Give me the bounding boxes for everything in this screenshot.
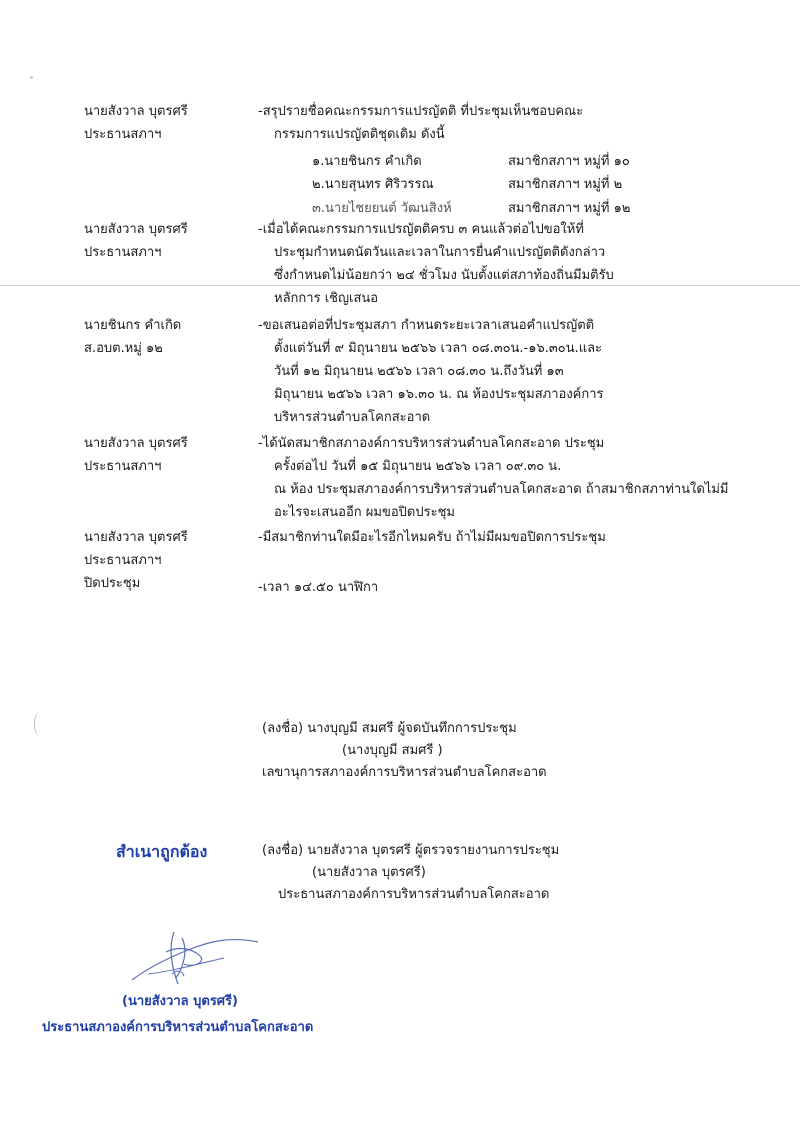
speaker-role: ประธานสภาฯ	[84, 459, 162, 474]
speech-line: กรรมการแปรญัตติชุดเดิม ดังนี้	[274, 127, 445, 142]
recorder-position: เลขานุการสภาองค์การบริหารส่วนตำบลโคกสะอาด	[262, 765, 547, 780]
speaker-3	[84, 314, 181, 360]
stamp-name: (นายสังวาล บุตรศรี)	[122, 994, 238, 1009]
member-name: ๒.นายสุนทร ศิริวรรณ	[312, 177, 434, 192]
closing-time-text: -เวลา ๑๔.๕๐ นาฬิกา	[258, 580, 379, 595]
speech-3	[258, 314, 604, 429]
recorder-signature-block	[262, 718, 547, 784]
certified-copy-label: สำเนาถูกต้อง	[116, 842, 208, 861]
reviewer-position: ประธานสภาองค์การบริหารส่วนตำบลโคกสะอาด	[278, 887, 550, 902]
speech-line: -ได้นัดสมาชิกสภาองค์การบริหารส่วนตำบลโคกสะอาด ประชุม	[258, 436, 605, 451]
speaker-name: นายสังวาล บุตรศรี	[84, 436, 188, 451]
closing-label: ปิดประชุม	[84, 576, 141, 591]
speaker-name: นายสังวาล บุตรศรี	[84, 104, 188, 119]
member-name: ๑.นายชินกร คำเกิด	[312, 154, 422, 169]
member-role: สมาชิกสภาฯ หมู่ที่ ๑๐	[508, 154, 630, 169]
speech-4	[258, 432, 728, 524]
speaker-name: นายสังวาล บุตรศรี	[84, 530, 188, 545]
member-role: สมาชิกสภาฯ หมู่ที่ ๒	[508, 177, 623, 192]
speech-line: วันที่ ๑๒ มิถุนายน ๒๕๖๖ เวลา ๐๘.๓๐ น.ถึงวันที่ ๑๓	[274, 364, 564, 379]
speaker-name: นายชินกร คำเกิด	[84, 318, 182, 333]
speaker-name: นายสังวาล บุตรศรี	[84, 222, 188, 237]
speech-line: อะไรจะเสนออีก ผมขอปิดประชุม	[274, 505, 455, 520]
member-role: สมาชิกสภาฯ หมู่ที่ ๑๒	[508, 201, 631, 216]
speech-line: ประชุมกำหนดนัดวันและเวลาในการยื่นคำแปรญัตติดังกล่าว	[274, 245, 606, 260]
speaker-1	[84, 100, 188, 146]
speech-line: ตั้งแต่วันที่ ๙ มิถุนายน ๒๕๖๖ เวลา ๐๘.๓๐น.-๑๖.๓๐น.และ	[274, 341, 603, 356]
recorder-name-line: (นางบุญมี สมศรี )	[342, 743, 443, 758]
speech-line: -ขอเสนอต่อที่ประชุมสภา กำหนดระยะเวลาเสนอคำแปรญัตติ	[258, 318, 595, 333]
speaker-role: ประธานสภาฯ	[84, 553, 162, 568]
speaker-5	[84, 526, 188, 595]
speaker-4	[84, 432, 188, 478]
speech-line: ครั้งต่อไป วันที่ ๑๕ มิถุนายน ๒๕๖๖ เวลา ๐๙.๓๐ น.	[274, 459, 562, 474]
speech-line: -มีสมาชิกท่านใดมีอะไรอีกไหมครับ ถ้าไม่มีผมขอปิดการประชุม	[258, 530, 606, 545]
speech-line: บริหารส่วนตำบลโคกสะอาด	[274, 410, 431, 425]
speech-5	[258, 526, 606, 549]
scan-mark	[34, 712, 45, 736]
handwritten-signature	[128, 928, 268, 988]
member-name: ๓.นายไชยยนต์ วัฒนสิงห์	[312, 201, 452, 216]
speech-1	[258, 100, 583, 146]
speech-line: ณ ห้อง ประชุมสภาองค์การบริหารส่วนตำบลโคกสะอาด ถ้าสมาชิกสภาท่านใดไม่มี	[274, 482, 729, 497]
speech-line: -เมื่อได้คณะกรรมการแปรญัตติครบ ๓ คนแล้วต่อไปขอให้ที่	[258, 222, 584, 237]
speaker-role: ส.อบต.หมู่ ๑๒	[84, 341, 163, 356]
recorder-sign-line: (ลงชื่อ) นางบุญมี สมศรี ผู้จดบันทึกการประชุม	[262, 721, 517, 736]
speech-line: มิถุนายน ๒๕๖๖ เวลา ๑๖.๓๐ น. ณ ห้องประชุมสภาองค์การ	[274, 387, 604, 402]
speech-line: หลักการ เชิญเสนอ	[274, 291, 379, 306]
reviewer-name-line: (นายสังวาล บุตรศรี)	[312, 865, 426, 880]
speaker-2	[84, 218, 188, 264]
speech-line: ซึ่งกำหนดไม่น้อยกว่า ๒๔ ชั่วโมง นับตั้งแต่สภาท้องถิ่นมีมติรับ	[274, 268, 614, 283]
speaker-role: ประธานสภาฯ	[84, 127, 162, 142]
reviewer-signature-block	[262, 840, 559, 906]
speech-2	[258, 218, 614, 310]
reviewer-sign-line: (ลงชื่อ) นายสังวาล บุตรศรี ผู้ตรวจรายงานการประชุม	[262, 843, 560, 858]
stamp-title: ประธานสภาองค์การบริหารส่วนตำบลโคกสะอาด	[42, 1020, 314, 1035]
speaker-role: ประธานสภาฯ	[84, 245, 162, 260]
scan-speck	[30, 76, 33, 79]
closing-time	[258, 576, 378, 599]
speech-line: -สรุปรายชื่อคณะกรรมการแปรญัตติ ที่ประชุมเห็นชอบคณะ	[258, 104, 584, 119]
